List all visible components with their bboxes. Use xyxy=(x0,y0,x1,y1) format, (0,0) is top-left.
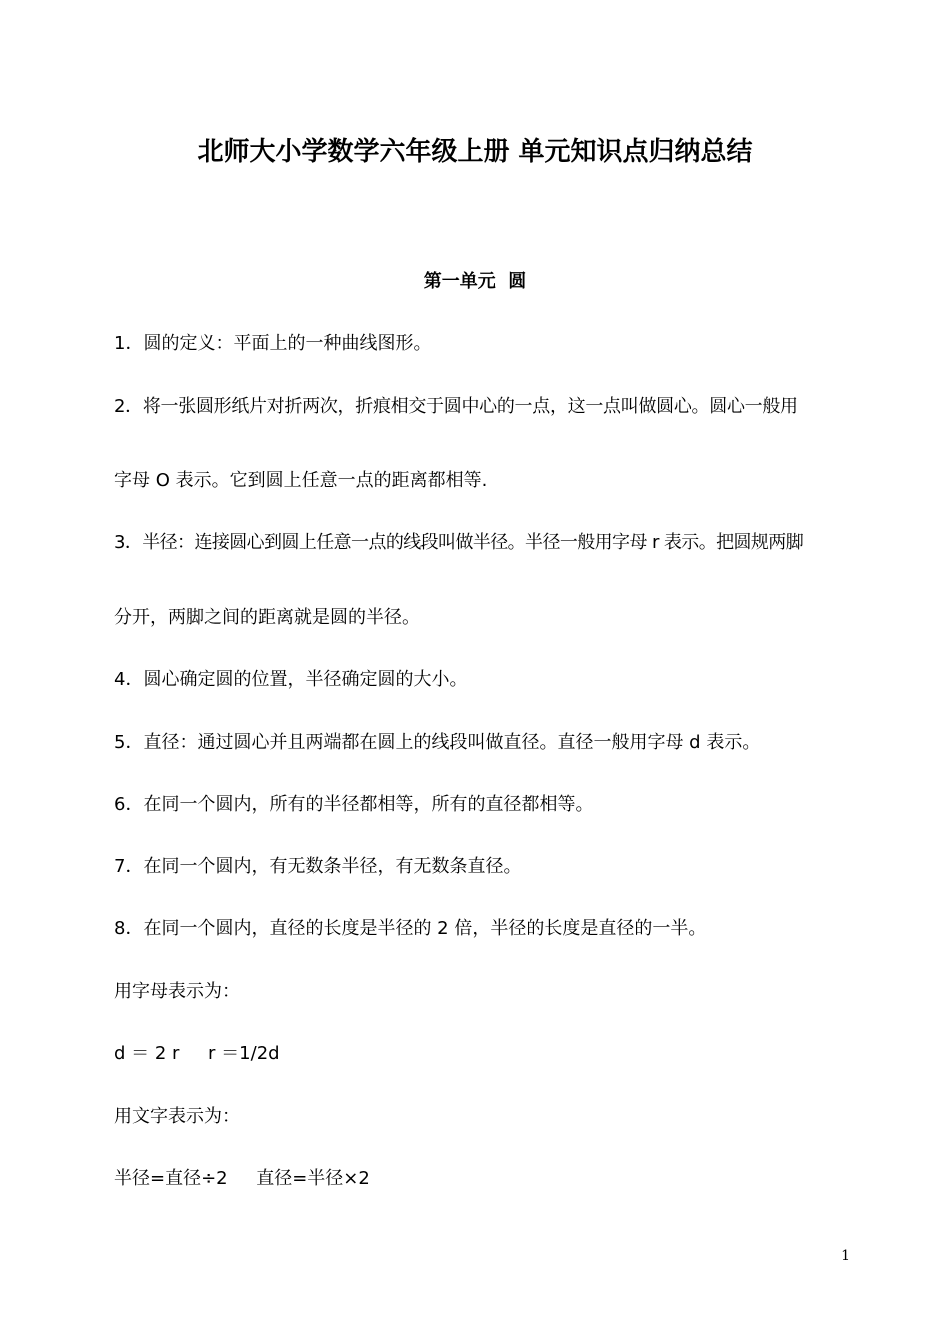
unit-heading: 第一单元 圆 xyxy=(423,271,527,292)
paragraph-line: 字母 O 表示。它到圆上任意一点的距离都相等. xyxy=(114,470,488,491)
paragraph-line: 3．半径：连接圆心到圆上任意一点的线段叫做半径。半径一般用字母 r 表示。把圆规两脚 xyxy=(114,532,804,553)
formula-line: d ＝ 2 r r ＝1/2d xyxy=(114,1043,280,1064)
paragraph-line: 8．在同一个圆内，直径的长度是半径的 2 倍，半径的长度是直径的一半。 xyxy=(114,918,707,939)
paragraph-line: 6．在同一个圆内，所有的半径都相等，所有的直径都相等。 xyxy=(114,794,594,815)
paragraph-line: 5．直径：通过圆心并且两端都在圆上的线段叫做直径。直径一般用字母 d 表示。 xyxy=(114,732,761,753)
paragraph-line: 用字母表示为： xyxy=(114,981,240,1002)
paragraph-line: 2．将一张圆形纸片对折两次，折痕相交于圆中心的一点，这一点叫做圆心。圆心一般用 xyxy=(114,396,798,417)
document-title: 北师大小学数学六年级上册 单元知识点归纳总结 xyxy=(197,137,753,167)
paragraph-line: 分开，两脚之间的距离就是圆的半径。 xyxy=(114,607,420,628)
paragraph-line: 7．在同一个圆内，有无数条半径，有无数条直径。 xyxy=(114,856,522,877)
formula-line: 半径=直径÷2 直径=半径×2 xyxy=(114,1168,370,1189)
page-number: 1 xyxy=(841,1248,850,1264)
paragraph-line: 用文字表示为： xyxy=(114,1106,240,1127)
paragraph-line: 1．圆的定义：平面上的一种曲线图形。 xyxy=(114,333,432,354)
paragraph-line: 4．圆心确定圆的位置，半径确定圆的大小。 xyxy=(114,669,468,690)
